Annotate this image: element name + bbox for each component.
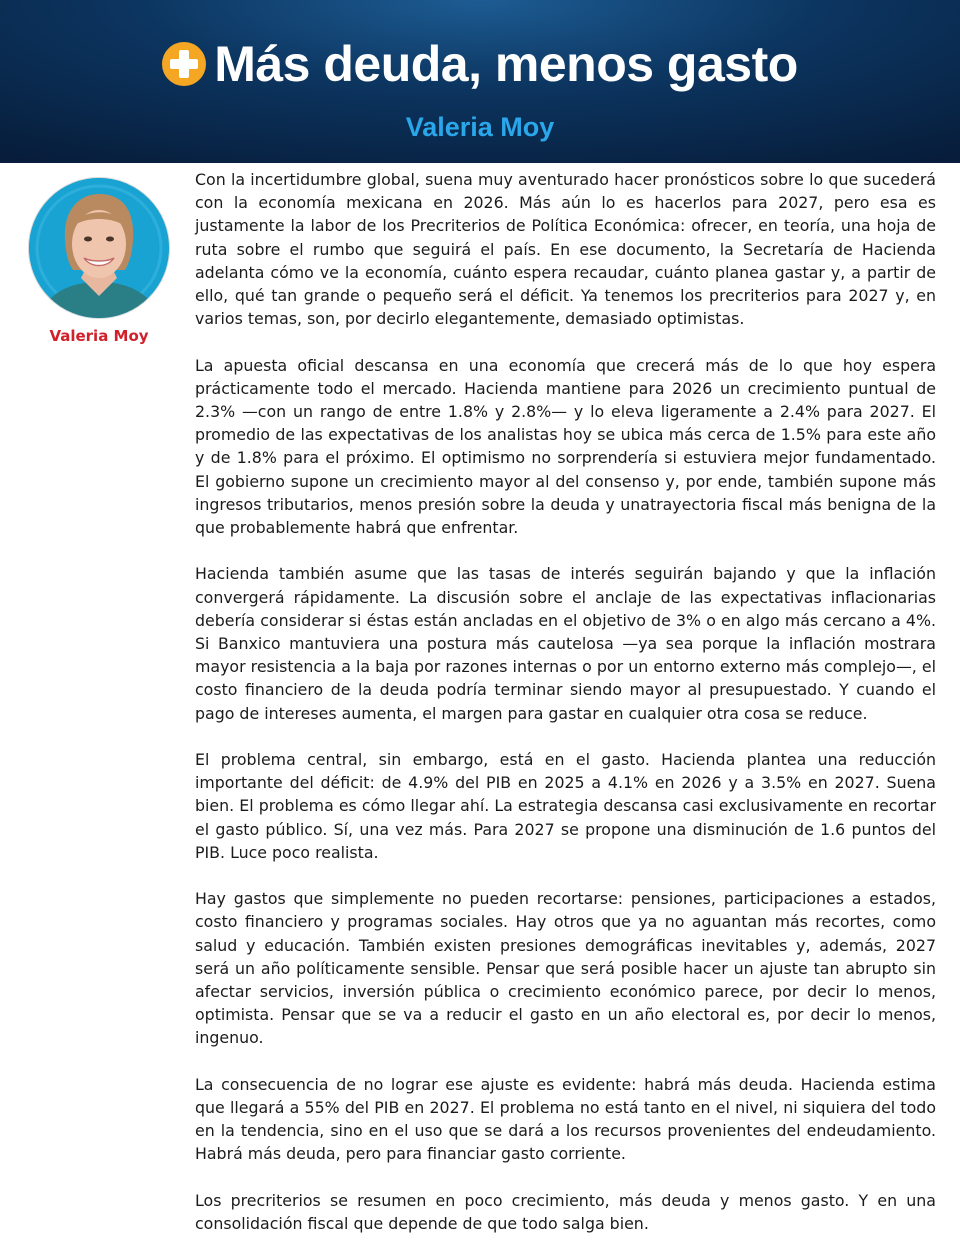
article-paragraph: Con la incertidumbre global, suena muy aventurado hacer pronósticos sobre lo que sucederá con la economía mexicana en 2026. Más aún lo es hacerlos para 2027, pero esa es justamente la labor de los Precriterios de Política Económica: ofrecer, en teoría, una hoja de ruta sobre el rumbo que seguirá el país. En ese documento, la Secretaría de Hacienda adelanta cómo ve la economía, cuánto espera recaudar, cuánto planea gastar y, a partir de ello, qué tan grande o pequeño será el déficit. Ya tenemos los precriterios para 2027 y, en varios temas, son, por decirlo elegantemente, demasiado optimistas.	[195, 170, 936, 329]
article-paragraph: Hacienda también asume que las tasas de interés seguirán bajando y que la inflación convergerá rápidamente. La discusión sobre el anclaje de las expectativas inflacionarias debería considerar si éstas están ancladas en el objetivo de 3% o en algo más cercano a 4%. Si Banxico mantuviera una postura más cautelosa —ya sea porque la inflación mostrara mayor resistencia a la baja por razones internas o por un entorno externo más complejo—, el costo financiero de la deuda podría terminar siendo mayor al presupuestado. Y cuando el pago de intereses aumenta, el margen para gastar en cualquier otra cosa se reduce.	[195, 564, 936, 723]
author-portrait-icon	[29, 178, 169, 318]
article-paragraph: La consecuencia de no lograr ese ajuste es evidente: habrá más deuda. Hacienda estima que llegará a 55% del PIB en 2027. El problema no está tanto en el nivel, ni siquiera del todo en la tendencia, sino en el uso que se dará a los recursos provenientes del endeudamiento. Habrá más deuda, pero para financiar gasto corriente.	[195, 1074, 936, 1164]
author-block	[28, 177, 170, 345]
header-banner	[0, 0, 960, 163]
article-paragraph: El problema central, sin embargo, está en el gasto. Hacienda plantea una reducción importante del déficit: de 4.9% del PIB en 2025 a 4.1% en 2026 y a 3.5% en 2027. Suena bien. El problema es cómo llegar ahí. La estrategia descansa casi exclusivamente en recortar el gasto público. Sí, una vez más. Para 2027 se propone una disminución de 1.6 puntos del PIB. Luce poco realista.	[195, 750, 936, 862]
article-paragraph: La apuesta oficial descansa en una economía que crecerá más de lo que hoy espera prácticamente todo el mercado. Hacienda mantiene para 2026 un crecimiento puntual de 2.3% —con un rango de entre 1.8% y 2.8%— y lo eleva ligeramente a 2.4% para 2027. El promedio de las expectativas de los analistas hoy se ubica más cerca de 1.5% para este año y de 1.8% para el próximo. El optimismo no sorprendería si estuviera mejor fundamentado. El gobierno supone un crecimiento mayor al del consenso y, por ende, también supone más ingresos tributarios, menos presión sobre la deuda y unatrayectoria fiscal más benigna de la que probablemente habrá que enfrentar.	[195, 355, 936, 538]
plus-icon	[162, 42, 206, 86]
article-paragraph: Hay gastos que simplemente no pueden recortarse: pensiones, participaciones a estados, costo financiero y programas sociales. Hay otros que ya no aguantan más recortes, como salud y educación. También existen presiones demográficas inevitables y, además, 2027 será un año políticamente sensible. Pensar que será posible hacer un ajuste tan abrupto sin afectar servicios, inversión pública o crecimiento económico parece, por decir lo menos, optimista. Pensar que se va a reducir el gasto en un año electoral es, por decir lo menos, ingenuo.	[195, 889, 936, 1048]
article-body	[195, 168, 936, 1258]
title-row	[0, 34, 960, 94]
header-byline: Valeria Moy	[405, 112, 555, 142]
author-avatar	[28, 177, 170, 319]
author-name: Valeria Moy	[49, 327, 149, 345]
article-paragraph: Los precriterios se resumen en poco crecimiento, más deuda y menos gasto. Y en una consolidación fiscal que depende de que todo salga bien.	[195, 1190, 936, 1234]
article-title: Más deuda, menos gasto	[214, 36, 798, 92]
